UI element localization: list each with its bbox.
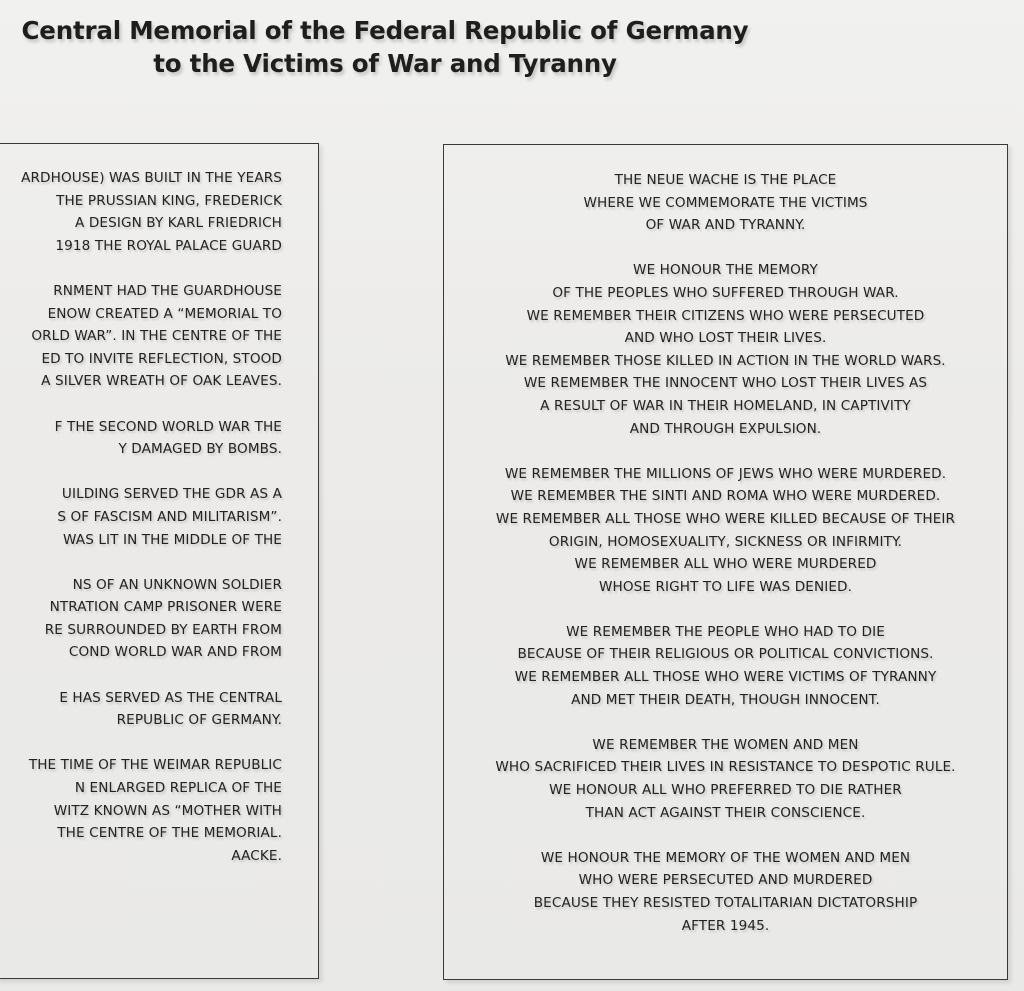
- paragraph: [444, 734, 1007, 824]
- text-line: A SILVER WREATH OF OAK LEAVES.: [41, 373, 282, 390]
- text-line: WE REMEMBER THE WOMEN AND MEN: [592, 736, 859, 753]
- text-line: WE HONOUR THE MEMORY OF THE WOMEN AND MEN: [540, 849, 911, 866]
- text-line: WE REMEMBER ALL THOSE WHO WERE KILLED BECAUSE OF THEIR: [495, 510, 956, 527]
- text-line: ENOW CREATED A “MEMORIAL TO: [47, 305, 282, 322]
- paragraph: [0, 416, 282, 461]
- text-line: WE REMEMBER THE INNOCENT WHO LOST THEIR LIVES AS: [523, 375, 928, 392]
- paragraph: [444, 169, 1007, 237]
- title-line-2: to the Victims of War and Tyranny: [153, 49, 617, 78]
- text-line: WHOSE RIGHT TO LIFE WAS DENIED.: [598, 578, 853, 595]
- dedication-plaque: [443, 144, 1008, 980]
- text-line: WE REMEMBER ALL WHO WERE MURDERED: [574, 556, 877, 573]
- text-line: WE REMEMBER ALL THOSE WHO WERE VICTIMS OF TYRANNY: [514, 669, 937, 686]
- history-plaque: [0, 143, 319, 979]
- text-line: AND WHO LOST THEIR LIVES.: [624, 330, 827, 347]
- text-line: ORIGIN, HOMOSEXUALITY, SICKNESS OR INFIRMITY.: [548, 533, 903, 550]
- text-line: WITZ KNOWN AS “MOTHER WITH: [53, 802, 282, 819]
- text-line: A RESULT OF WAR IN THEIR HOMELAND, IN CAPTIVITY: [540, 397, 911, 414]
- text-line: WHO WERE PERSECUTED AND MURDERED: [578, 872, 873, 889]
- text-line: COND WORLD WAR AND FROM: [68, 644, 282, 661]
- text-line: BECAUSE THEY RESISTED TOTALITARIAN DICTATORSHIP: [533, 895, 918, 911]
- text-line: ORLD WAR”. IN THE CENTRE OF THE: [31, 328, 282, 345]
- text-line: AACKE.: [231, 847, 282, 864]
- memorial-title: [0, 14, 770, 80]
- text-line: REPUBLIC OF GERMANY.: [116, 712, 282, 729]
- text-line: THE TIME OF THE WEIMAR REPUBLIC: [28, 757, 282, 774]
- text-line: RE SURROUNDED BY EARTH FROM: [44, 621, 282, 638]
- text-line: N ENLARGED REPLICA OF THE: [74, 780, 282, 797]
- text-line: A DESIGN BY KARL FRIEDRICH: [75, 215, 282, 232]
- dedication-text: [444, 169, 1007, 960]
- text-line: WE HONOUR THE MEMORY: [633, 262, 818, 279]
- text-line: AND MET THEIR DEATH, THOUGH INNOCENT.: [571, 691, 880, 708]
- text-line: Y DAMAGED BY BOMBS.: [118, 441, 282, 458]
- text-line: UILDING SERVED THE GDR AS A: [61, 486, 282, 503]
- text-line: F THE SECOND WORLD WAR THE: [54, 418, 282, 435]
- paragraph: [444, 259, 1007, 440]
- paragraph: [0, 687, 282, 732]
- text-line: OF WAR AND TYRANNY.: [645, 217, 806, 234]
- paragraph: [0, 754, 282, 867]
- history-text: [0, 167, 282, 890]
- text-line: THE NEUE WACHE IS THE PLACE: [614, 172, 837, 188]
- text-line: THE CENTRE OF THE MEMORIAL.: [57, 825, 282, 842]
- text-line: NTRATION CAMP PRISONER WERE: [49, 599, 282, 616]
- text-line: 1918 THE ROYAL PALACE GUARD: [55, 237, 282, 254]
- text-line: WE HONOUR ALL WHO PREFERRED TO DIE RATHER: [549, 782, 902, 799]
- text-line: ARDHOUSE) WAS BUILT IN THE YEARS: [21, 170, 282, 186]
- text-line: THAN ACT AGAINST THEIR CONSCIENCE.: [585, 804, 866, 821]
- text-line: BECAUSE OF THEIR RELIGIOUS OR POLITICAL CONVICTIONS.: [517, 646, 934, 663]
- text-line: WHERE WE COMMEMORATE THE VICTIMS: [583, 194, 868, 211]
- paragraph: [0, 574, 282, 664]
- text-line: ED TO INVITE REFLECTION, STOOD: [41, 350, 282, 367]
- text-line: AND THROUGH EXPULSION.: [629, 420, 822, 437]
- paragraph: [444, 463, 1007, 599]
- text-line: RNMENT HAD THE GUARDHOUSE: [53, 282, 282, 299]
- paragraph: [0, 483, 282, 551]
- title-line-1: Central Memorial of the Federal Republic of Germany: [21, 16, 749, 45]
- text-line: E HAS SERVED AS THE CENTRAL: [59, 689, 282, 706]
- text-line: NS OF AN UNKNOWN SOLDIER: [72, 576, 282, 593]
- text-line: WE REMEMBER THE MILLIONS OF JEWS WHO WERE MURDERED.: [504, 465, 947, 482]
- text-line: WE REMEMBER THOSE KILLED IN ACTION IN THE WORLD WARS.: [505, 352, 946, 369]
- paragraph: [0, 167, 282, 257]
- text-line: S OF FASCISM AND MILITARISM”.: [57, 508, 282, 525]
- text-line: WAS LIT IN THE MIDDLE OF THE: [63, 531, 282, 548]
- text-line: WE REMEMBER THEIR CITIZENS WHO WERE PERSECUTED: [526, 307, 925, 324]
- text-line: WE REMEMBER THE PEOPLE WHO HAD TO DIE: [566, 623, 885, 640]
- text-line: WE REMEMBER THE SINTI AND ROMA WHO WERE MURDERED.: [510, 488, 941, 505]
- paragraph: [444, 621, 1007, 711]
- text-line: WHO SACRIFICED THEIR LIVES IN RESISTANCE TO DESPOTIC RULE.: [495, 759, 956, 776]
- text-line: OF THE PEOPLES WHO SUFFERED THROUGH WAR.: [552, 284, 899, 301]
- text-line: THE PRUSSIAN KING, FREDERICK: [56, 192, 282, 209]
- text-line: AFTER 1945.: [681, 917, 770, 934]
- paragraph: [0, 280, 282, 393]
- paragraph: [444, 847, 1007, 937]
